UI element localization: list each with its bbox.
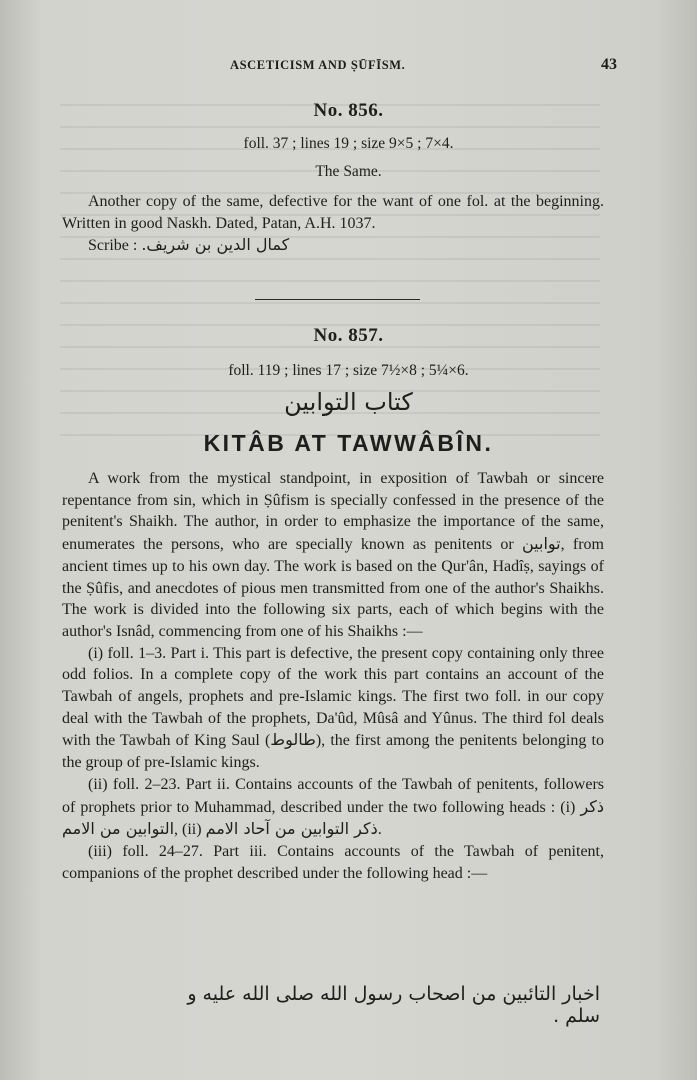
entry-856-scribe: [62, 234, 604, 257]
entry-857-meta: foll. 119 ; lines 17 ; size 7½×8 ; 5¼×6.: [228, 362, 469, 379]
intro-text-1: A work from the mystical standpoint, in exposition of Tawbah or sincere repentance from sin, which in Ṣûfism is specially confessed in the presence of the penitent's Shaikh. The author, in order to emphasize the importance of the same, enumerates the persons, who are specially known as penitents or: [62, 470, 604, 554]
entry-856-subtitle: The Same.: [315, 163, 382, 180]
part-2-paragraph: [62, 774, 604, 841]
page-number: 43: [601, 56, 617, 73]
part-2-text-a: (ii) foll. 2–23. Part ii. Contains accounts of the Tawbah of penitents, followers of prophets prior to Muhammad, described under the two following heads : (i): [62, 775, 604, 816]
part-2-text-mid: , (ii): [174, 821, 202, 839]
page-header: [60, 56, 617, 78]
entry-857-title-arabic: كتاب التوابين: [284, 388, 413, 416]
scribe-label: Scribe :: [88, 237, 138, 255]
entry-856-description-block: [62, 191, 604, 257]
part-2-text-end: .: [377, 821, 382, 839]
entry-857-number: No. 857.: [313, 325, 384, 346]
part-2-arabic-1: ذكر التوابين من الامم: [62, 796, 605, 839]
entry-857-body: [62, 468, 604, 884]
entry-856-meta: foll. 37 ; lines 19 ; size 9×5 ; 7×4.: [243, 135, 454, 152]
part-1-arabic: طالوط: [270, 730, 316, 750]
section-divider: [255, 299, 420, 300]
intro-text-2: , from ancient times up to his own day. The work is based on the Qur'ân, Hadîṣ, sayings of the Ṣûfis, and anecdotes of pious men transmitted from one of the author's Shaikhs. The work is divided into the following six parts, each of which begins with the author's Isnâd, commencing from one of his Shaikhs :—: [62, 536, 605, 640]
closing-arabic-heading: اخبار التائبين من اصحاب رسول الله صلى الله عليه و سلم .: [187, 983, 600, 1027]
part-1-text-a: (i) foll. 1–3. Part i. This part is defective, the present copy containing only three odd folios. In a complete copy of the work this part contains an account of the Tawbah of angels, prophets and pre-Islamic kings. The first two foll. in our copy deal with the Tawbah of the prophets, Da'ûd, Mûsâ and Yûnus. The third fol deals with the Tawbah of King Saul (: [62, 644, 604, 750]
scribe-name-arabic: كمال الدين بن شريف.: [141, 235, 290, 255]
part-3-paragraph: (iii) foll. 24–27. Part iii. Contains accounts of the Tawbah of penitent, companions of the prophet described under the following head :—: [62, 842, 604, 882]
part-2-arabic-2: ذكر التوابين من آحاد الامم: [205, 819, 378, 839]
entry-856-description: Another copy of the same, defective for the want of one fol. at the beginning. Written in good Naskh. Dated, Patan, A.H. 1037.: [62, 193, 604, 232]
entry-857-title: KITÂB AT TAWWÂBÎN.: [203, 430, 494, 456]
entry-857-intro: [62, 468, 604, 643]
part-1-text-b: ), the first among the penitents belonging to the group of pre-Islamic kings.: [62, 732, 605, 772]
running-title: ASCETICISM AND ṢŪFĪSM.: [230, 58, 406, 72]
part-1-paragraph: [62, 643, 604, 774]
intro-arabic-term: توابين: [522, 534, 561, 554]
entry-856-number: No. 856.: [313, 100, 384, 121]
